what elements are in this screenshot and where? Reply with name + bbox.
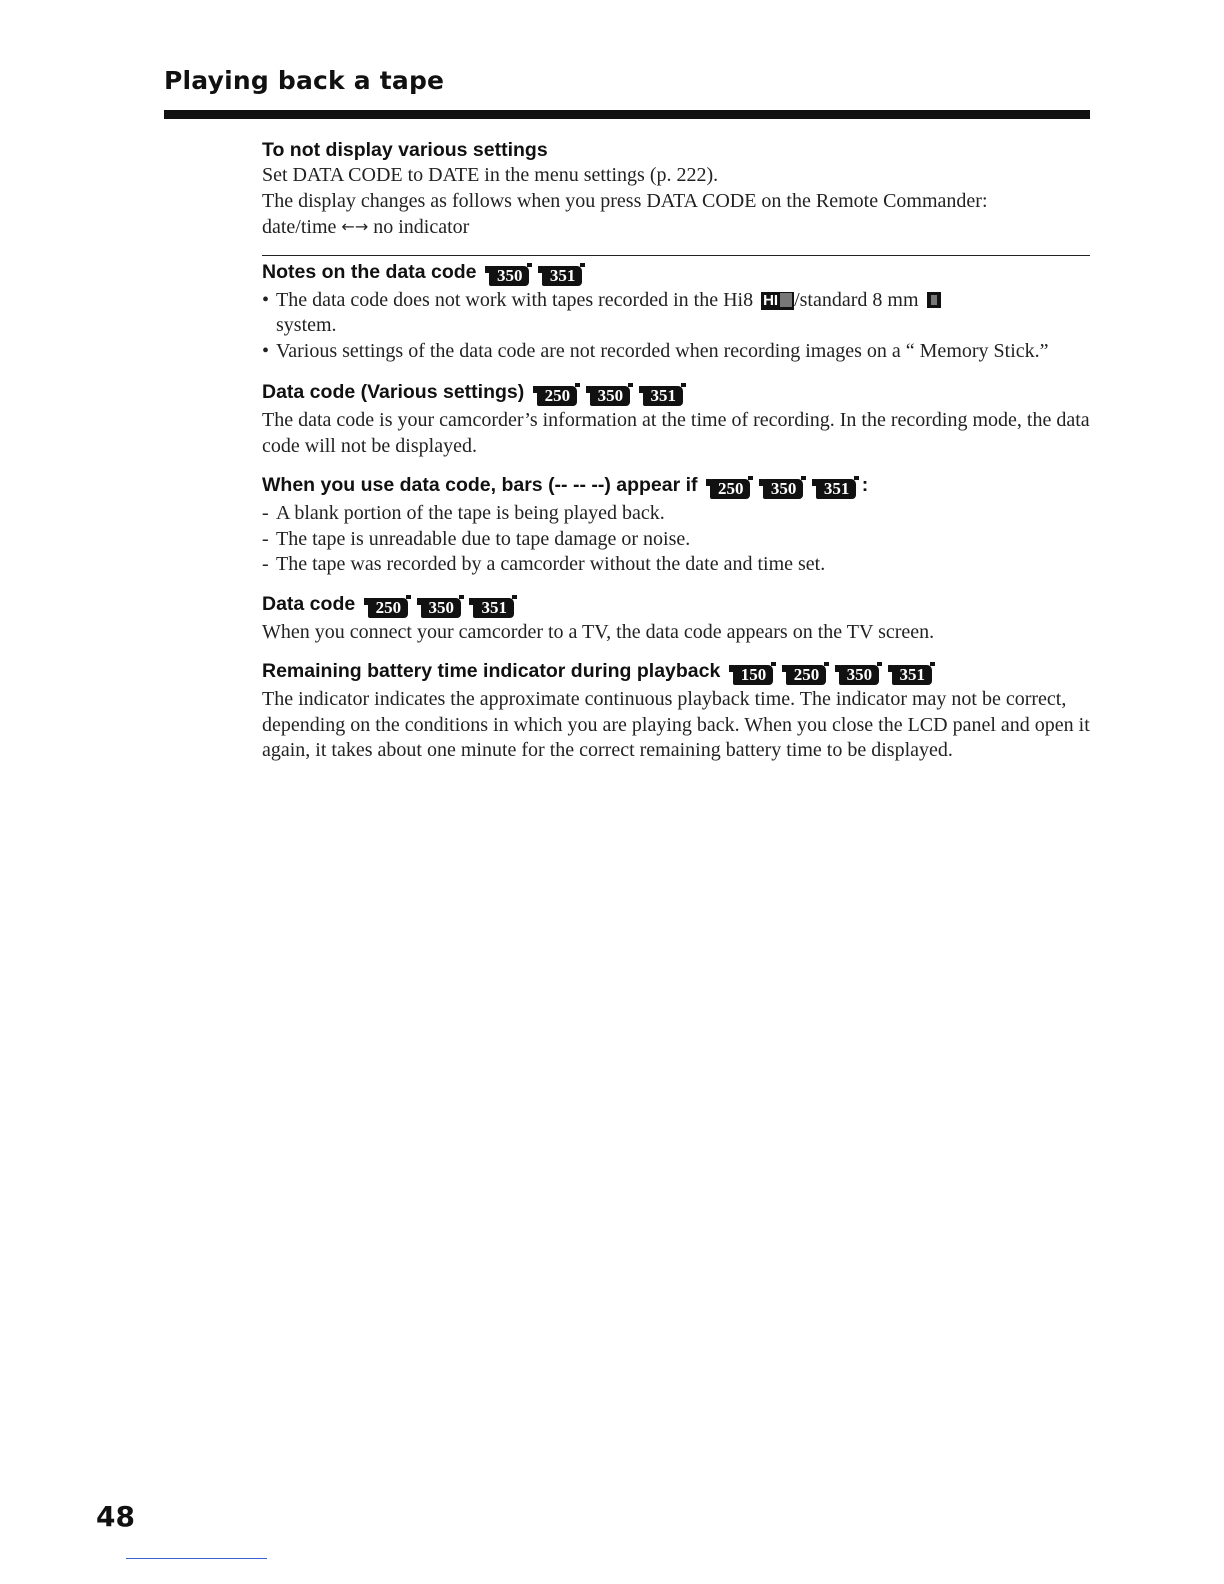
- model-badge: 350: [421, 598, 462, 618]
- section-data-code: [262, 592, 1090, 646]
- page-number: 48: [96, 1500, 135, 1533]
- heading-text: Data code (Various settings): [262, 381, 525, 403]
- bullet-text-part: system.: [276, 314, 337, 336]
- section-heading: [262, 659, 1090, 687]
- list-item-text: The tape was recorded by a camcorder without the date and time set.: [276, 553, 826, 575]
- bullet-marker: •: [262, 339, 270, 362]
- sequence-to: no indicator: [373, 216, 470, 238]
- section-notes: [262, 260, 1090, 365]
- sequence-from: date/time: [262, 216, 337, 238]
- section-heading: [262, 260, 1090, 288]
- model-badge: 350: [763, 479, 804, 499]
- model-badge: 351: [892, 665, 933, 685]
- content: [262, 138, 1090, 764]
- heading-text-end: :: [861, 474, 869, 496]
- footer-line: [126, 1558, 267, 1559]
- section-bars: [262, 473, 1090, 578]
- model-badges: [726, 662, 932, 687]
- model-badge: 350: [489, 266, 530, 286]
- bullet-text-part: /standard 8 mm: [794, 288, 919, 311]
- paragraph: The display changes as follows when you press DATA CODE on the Remote Commander:: [262, 189, 988, 212]
- model-badge: 250: [710, 479, 751, 499]
- model-badges: [530, 383, 683, 408]
- bullet-item: [262, 339, 1090, 365]
- model-badges: [703, 476, 856, 501]
- model-badge: 351: [542, 266, 583, 286]
- model-badge: 150: [733, 665, 774, 685]
- list-item-text: A blank portion of the tape is being played back.: [276, 502, 665, 524]
- double-arrow-icon: ←→: [341, 217, 369, 236]
- heading-text: Remaining battery time indicator during playback: [262, 660, 721, 682]
- list-item: [262, 527, 1090, 553]
- bullet-text: [276, 288, 941, 339]
- model-badges: [361, 595, 514, 620]
- hi8-square-icon: [780, 293, 792, 307]
- paragraph: Set DATA CODE to DATE in the menu settings (p. 222).: [262, 164, 719, 186]
- section-battery: [262, 659, 1090, 764]
- paragraph: When you connect your camcorder to a TV, the data code appears on the TV screen.: [262, 620, 935, 643]
- section-heading: [262, 473, 1090, 501]
- section-display-settings: [262, 138, 1090, 241]
- dash-marker: -: [262, 527, 269, 550]
- model-badge: 350: [839, 665, 880, 685]
- page-title: Playing back a tape: [164, 66, 445, 95]
- list-item: [262, 501, 1090, 527]
- section-heading: [262, 592, 1090, 620]
- heading-text: Notes on the data code: [262, 260, 477, 283]
- model-badge: 351: [643, 386, 684, 406]
- paragraph: The indicator indicates the approximate continuous playback time. The indicator may not be correct, depending on the conditions in which you are playing back. When you close the LCD panel and open it again, it takes about one minute for the correct remaining battery time to be displayed.: [262, 688, 1090, 761]
- standard-8mm-icon: [927, 292, 941, 308]
- display-sequence: [262, 214, 1090, 241]
- model-badge: 250: [368, 598, 409, 618]
- bullet-text: Various settings of the data code are not recorded when recording images on a “ Memory Stick.”: [276, 339, 1049, 362]
- dash-marker: -: [262, 502, 269, 524]
- model-badge: 350: [590, 386, 631, 406]
- paragraph: The data code is your camcorder’s information at the time of recording. In the recording mode, the data code will not be displayed.: [262, 409, 1090, 457]
- list-item-text: The tape is unreadable due to tape damage or noise.: [276, 527, 691, 550]
- heading-text: When you use data code, bars (-- -- --) appear if: [262, 474, 698, 496]
- dash-marker: -: [262, 553, 269, 575]
- model-badges: [482, 263, 582, 288]
- section-heading: [262, 380, 1090, 408]
- section-divider: [262, 255, 1090, 256]
- hi8-label: HI: [763, 291, 779, 309]
- model-badge: 250: [786, 665, 827, 685]
- title-rule: [164, 110, 1090, 119]
- bullet-text-part: The data code does not work with tapes recorded in the Hi8: [276, 288, 754, 311]
- model-badge: 351: [473, 598, 514, 618]
- hi8-format-icon: [761, 292, 794, 310]
- section-heading: To not display various settings: [262, 139, 548, 161]
- section-various-settings: [262, 380, 1090, 459]
- list-item: [262, 552, 1090, 578]
- heading-text: Data code: [262, 592, 356, 615]
- bullet-marker: •: [262, 288, 270, 311]
- bullet-item: [262, 288, 1090, 339]
- model-badge: 250: [537, 386, 578, 406]
- model-badge: 351: [816, 479, 857, 499]
